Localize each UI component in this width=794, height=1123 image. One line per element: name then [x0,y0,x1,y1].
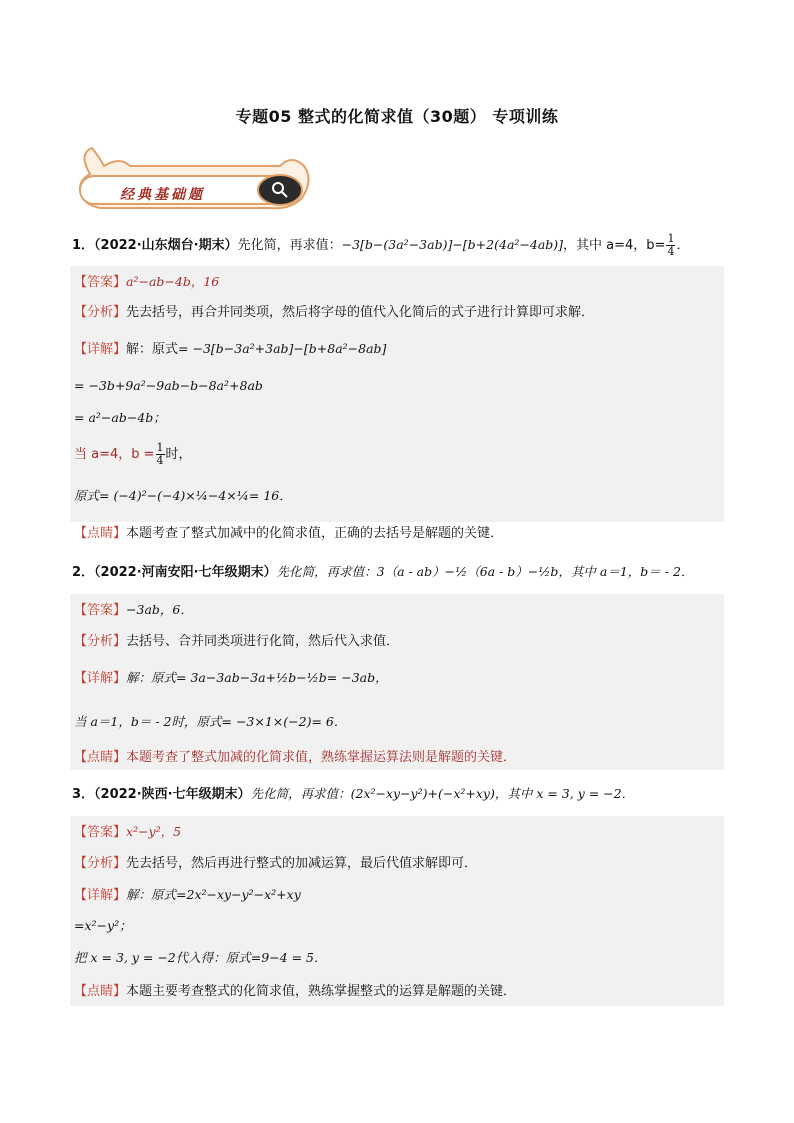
detail-tag: 【详解】 [74,671,127,686]
detail-tag: 【详解】 [74,888,127,903]
detail-step-3: 把 x = 3, y = −2代入得：原式=9−4 = 5． [74,950,327,965]
analysis-text: 先去括号，然后再进行整式的加减运算，最后代值求解即可． [126,856,478,871]
question-prompt: 先化简，再求值：3（a - ab）−½（6a - b）−½b，其中 a＝1，b＝ - 2． [276,564,694,579]
answer-tag: 【答案】 [74,275,127,290]
question-source: （2022·山东烟台·期末） [94,238,238,253]
banner-label: 经典基础题 [120,187,205,203]
comment-tag: 【点睛】 [74,526,127,541]
question-prompt: 先化简，再求值： [237,238,342,253]
question-number: 3． [72,787,95,802]
analysis-text: 先去括号，再合并同类项，然后将字母的值代入化简后的式子进行计算即可求解． [126,305,595,320]
question-3 [72,784,732,805]
question-number: 2． [72,565,95,580]
analysis-row [74,303,714,323]
analysis-row [74,854,714,874]
comment-text: 本题主要考查整式的化简求值，熟练掌握整式的运算是解题的关键． [126,984,517,999]
question-source: （2022·河南安阳·七年级期末） [94,565,277,580]
detail-tag: 【详解】 [74,342,127,357]
question-end: ． [676,238,690,253]
analysis-tag: 【分析】 [74,856,127,871]
comment-row [74,982,714,1002]
detail-row [74,339,714,360]
search-icon [270,180,290,200]
question-1 [72,233,732,258]
question-number: 1． [72,238,95,253]
section-banner [70,144,316,214]
question-2 [72,562,732,583]
answer-value: a²−ab−4b，16 [126,274,220,289]
comment-row [74,748,714,768]
question-source: （2022·陕西·七年级期末） [94,787,251,802]
answer-value: −3ab，6． [126,602,193,617]
analysis-row [74,632,714,652]
question-condition: ，其中 a=4，b= [563,238,666,253]
detail-text: 解：原式= 3a−3ab−3a+½b−½b= −3ab， [126,670,388,685]
answer-row [74,600,714,621]
answer-value: x²−y²，5 [126,824,182,839]
comment-row [74,524,714,544]
page-title: 专题05 整式的化简求值（30题） 专项训练 [235,107,559,126]
detail-step-2: =x²−y²； [74,918,132,933]
fraction: $\frac{1}{4}$ [667,232,675,258]
comment-tag: 【点睛】 [74,750,127,765]
detail-step-5: 原式= (−4)²−(−4)×¼−4×¼= 16． [74,488,292,503]
detail-lead: 解：原式 [126,342,179,357]
detail-step-3: = a²−ab−4b； [74,410,166,425]
answer-row [74,822,714,843]
analysis-text: 去括号、合并同类项进行化简，然后代入求值． [126,634,400,649]
detail-row [74,885,714,906]
answer-row [74,272,714,293]
analysis-tag: 【分析】 [74,634,127,649]
comment-text: 本题考查了整式加减的化简求值，熟练掌握运算法则是解题的关键． [126,750,517,765]
question-expression: −3[b−(3a²−3ab)]−[b+2(4a²−4ab)] [341,237,564,252]
detail-step: = −3[b−3a²+3ab]−[b+8a²−8ab] [178,341,387,356]
detail-step-2: = −3b+9a²−9ab−b−8a²+8ab [74,378,263,393]
comment-text: 本题考查了整式加减中的化简求值，正确的去括号是解题的关键． [126,526,504,541]
fraction: $\frac{1}{4}$ [156,441,164,467]
detail-text: 解：原式=2x²−xy−y²−x²+xy [126,887,301,902]
comment-tag: 【点睛】 [74,984,127,999]
detail-row [74,668,714,689]
question-prompt: 先化简，再求值：(2x²−xy−y²)+(−x²+xy)，其中 x = 3, y = −2． [250,786,635,801]
answer-box-3 [70,816,724,1006]
answer-tag: 【答案】 [74,825,127,840]
detail-step-2: 当 a＝1，b＝ - 2时，原式= −3×1×(−2)= 6． [74,714,347,729]
analysis-tag: 【分析】 [74,305,127,320]
detail-step-4: 当 a=4，b = $\frac{1}{4}$ 时， [74,441,192,467]
answer-tag: 【答案】 [74,603,127,618]
